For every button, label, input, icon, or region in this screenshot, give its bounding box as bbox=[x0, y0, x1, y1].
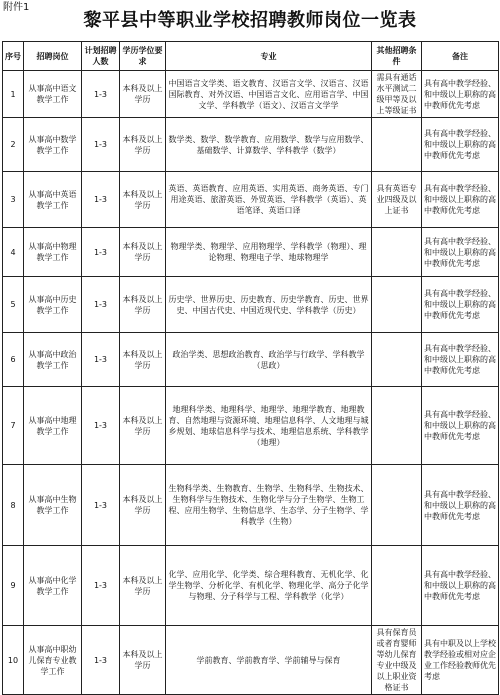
cell-major: 政治学类、思想政治教育、政治学与行政学、学科教学（思政） bbox=[166, 333, 372, 387]
cell-count: 1-3 bbox=[82, 465, 120, 546]
cell-no: 8 bbox=[3, 465, 24, 546]
cell-position: 从事高中地理教学工作 bbox=[24, 387, 82, 465]
cell-count: 1-3 bbox=[82, 387, 120, 465]
cell-position: 从事高中语文教学工作 bbox=[24, 71, 82, 118]
header-no: 序号 bbox=[3, 42, 24, 71]
table-header-row bbox=[3, 42, 499, 71]
cell-major: 学前教育、学前教育学、学前辅导与保育 bbox=[166, 626, 372, 695]
cell-count: 1-3 bbox=[82, 333, 120, 387]
cell-education: 本科及以上学历 bbox=[120, 546, 166, 626]
cell-remark: 具有中职及以上学校教学经验或相对应企业工作经验教师优先考虑 bbox=[422, 626, 499, 695]
cell-education: 本科及以上学历 bbox=[120, 172, 166, 228]
cell-other bbox=[372, 277, 422, 333]
cell-major: 生物科学类、生物教育、生物学、生物科学、生物技术、生物科学与生物技术、生物化学与分子生物学、生物工程、应用生物学、生物信息学、生态学、分子生物学、学科教学（生物） bbox=[166, 465, 372, 546]
cell-count: 1-3 bbox=[82, 228, 120, 277]
recruitment-table bbox=[2, 41, 499, 695]
cell-remark: 具有高中教学经验、和中级以上职称的高中教师优先考虑 bbox=[422, 465, 499, 546]
cell-no: 6 bbox=[3, 333, 24, 387]
header-major: 专业 bbox=[166, 42, 372, 71]
table-row bbox=[3, 333, 499, 387]
cell-education: 本科及以上学历 bbox=[120, 118, 166, 172]
cell-no: 4 bbox=[3, 228, 24, 277]
cell-remark: 具有高中教学经验、和中级以上职称的高中教师优先考虑 bbox=[422, 277, 499, 333]
table-row bbox=[3, 71, 499, 118]
cell-position: 从事高中职幼儿保育专业教学工作 bbox=[24, 626, 82, 695]
cell-remark: 具有高中教学经验、和中级以上职称的高中教师优先考虑 bbox=[422, 172, 499, 228]
cell-education: 本科及以上学历 bbox=[120, 626, 166, 695]
cell-position: 从事高中数学教学工作 bbox=[24, 118, 82, 172]
cell-position: 从事高中化学教学工作 bbox=[24, 546, 82, 626]
cell-major: 物理学类、物理学、应用物理学、学科教学（物理）、理论物理、物理电子学、地球物理学 bbox=[166, 228, 372, 277]
cell-major: 地理科学类、地理科学、地理学、地理学教育、地理教育、自然地理与资源环境、地理信息科学、人文地理与城乡规划、地球信息科学与技术、地理信息系统、学科教学（地理） bbox=[166, 387, 372, 465]
cell-major: 数学类、数学、数学教育、应用数学、数学与应用数学、基础数学、计算数学、学科教学（数学） bbox=[166, 118, 372, 172]
table-row bbox=[3, 172, 499, 228]
cell-no: 5 bbox=[3, 277, 24, 333]
header-count: 计划招聘人数 bbox=[82, 42, 120, 71]
cell-count: 1-3 bbox=[82, 118, 120, 172]
cell-count: 1-3 bbox=[82, 172, 120, 228]
table-row bbox=[3, 546, 499, 626]
cell-count: 1-3 bbox=[82, 546, 120, 626]
cell-position: 从事高中英语教学工作 bbox=[24, 172, 82, 228]
cell-other bbox=[372, 333, 422, 387]
cell-major: 中国语言文学类、语文教育、汉语言文学、汉语言、汉语国际教育、对外汉语、中国语言文化、应用语言学、中国文学、学科教学（语文）、汉语言文学学 bbox=[166, 71, 372, 118]
cell-education: 本科及以上学历 bbox=[120, 465, 166, 546]
cell-other: 需具有通话水平测试二级甲等及以上等级证书 bbox=[372, 71, 422, 118]
cell-major: 化学、应用化学、化学类、综合理科教育、无机化学、化学生物学、分析化学、有机化学、物理化学、高分子化学与物理、分子科学与工程、学科教学（化学） bbox=[166, 546, 372, 626]
page-title: 黎平县中等职业学校招聘教师岗位一览表 bbox=[83, 10, 417, 31]
cell-other bbox=[372, 465, 422, 546]
cell-other bbox=[372, 387, 422, 465]
cell-position: 从事高中物理教学工作 bbox=[24, 228, 82, 277]
cell-count: 1-3 bbox=[82, 277, 120, 333]
cell-no: 3 bbox=[3, 172, 24, 228]
cell-no: 1 bbox=[3, 71, 24, 118]
table-row bbox=[3, 118, 499, 172]
cell-position: 从事高中历史教学工作 bbox=[24, 277, 82, 333]
cell-no: 9 bbox=[3, 546, 24, 626]
header-education: 学历学位要求 bbox=[120, 42, 166, 71]
cell-education: 本科及以上学历 bbox=[120, 387, 166, 465]
cell-other: 具有保育员或者育婴师等幼儿保育专业中级及以上职业资格证书 bbox=[372, 626, 422, 695]
cell-position: 从事高中生物教学工作 bbox=[24, 465, 82, 546]
table-row bbox=[3, 228, 499, 277]
cell-count: 1-3 bbox=[82, 626, 120, 695]
header-remark: 备注 bbox=[422, 42, 499, 71]
table-row bbox=[3, 387, 499, 465]
cell-other bbox=[372, 546, 422, 626]
cell-education: 本科及以上学历 bbox=[120, 228, 166, 277]
cell-remark: 具有高中教学经验、和中级以上职称的高中教师优先考虑 bbox=[422, 228, 499, 277]
cell-remark: 具有高中教学经验、和中级以上职称的高中教师优先考虑 bbox=[422, 333, 499, 387]
header-other: 其他招聘条件 bbox=[372, 42, 422, 71]
cell-remark: 具有高中教学经验、和中级以上职称的高中教师优先考虑 bbox=[422, 118, 499, 172]
cell-major: 历史学、世界历史、历史教育、历史学教育、历史、世界史、中国古代史、中国近现代史、学科教学（历史） bbox=[166, 277, 372, 333]
cell-count: 1-3 bbox=[82, 71, 120, 118]
cell-education: 本科及以上学历 bbox=[120, 333, 166, 387]
table-row bbox=[3, 465, 499, 546]
cell-other bbox=[372, 118, 422, 172]
cell-remark: 具有高中教学经验、和中级以上职称的高中教师优先考虑 bbox=[422, 387, 499, 465]
cell-no: 2 bbox=[3, 118, 24, 172]
cell-other bbox=[372, 228, 422, 277]
table-row bbox=[3, 626, 499, 695]
cell-remark: 具有高中教学经验、和中级以上职称的高中教师优先考虑 bbox=[422, 71, 499, 118]
cell-education: 本科及以上学历 bbox=[120, 277, 166, 333]
cell-position: 从事高中政治教学工作 bbox=[24, 333, 82, 387]
cell-other: 具有英语专业四级及以上证书 bbox=[372, 172, 422, 228]
header-position: 招聘岗位 bbox=[24, 42, 82, 71]
cell-education: 本科及以上学历 bbox=[120, 71, 166, 118]
cell-no: 7 bbox=[3, 387, 24, 465]
cell-no: 10 bbox=[3, 626, 24, 695]
cell-major: 英语、英语教育、应用英语、实用英语、商务英语、专门用途英语、旅游英语、外贸英语、学科教学（英语）、英语笔译、英语口译 bbox=[166, 172, 372, 228]
table-row bbox=[3, 277, 499, 333]
attachment-label: 附件1 bbox=[3, 2, 30, 13]
cell-remark: 具有高中教学经验、和中级以上职称的高中教师优先考虑 bbox=[422, 546, 499, 626]
